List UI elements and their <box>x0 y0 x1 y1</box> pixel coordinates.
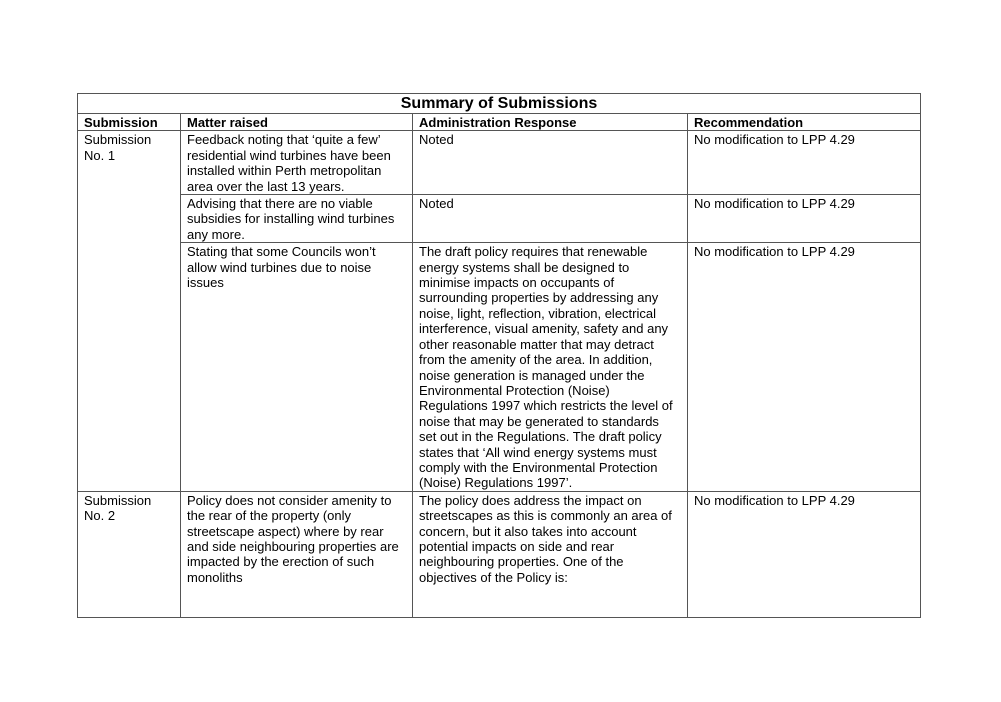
submission-text: Submission No. 1 <box>84 132 152 163</box>
submission-cell <box>78 131 181 491</box>
response-text: The policy does address the impact on streetscapes as this is commonly an area of concern, but it also takes into account potential impacts on side and rear neighbouring properties. One of the objectives of the Policy is: <box>419 492 672 585</box>
recommendation-text: No modification to LPP 4.29 <box>694 244 855 260</box>
table-row <box>78 491 921 617</box>
table-row <box>78 131 921 195</box>
submission-text: Submission No. 2 <box>84 492 152 524</box>
matter-cell <box>181 131 413 195</box>
matter-text: Advising that there are no viable subsidies for installing wind turbines any more. <box>187 196 395 242</box>
response-cell <box>413 195 688 243</box>
matter-cell <box>181 195 413 243</box>
matter-cell <box>181 243 413 492</box>
matter-text: Stating that some Councils won’t allow wind turbines due to noise issues <box>187 244 376 291</box>
recommendation-cell <box>688 195 921 243</box>
response-text: Noted <box>419 132 454 148</box>
header-administration-response: Administration Response <box>413 114 688 131</box>
response-cell <box>413 131 688 195</box>
summary-table <box>77 93 921 618</box>
response-text: Noted <box>419 196 454 212</box>
table-row <box>78 195 921 243</box>
recommendation-text: No modification to LPP 4.29 <box>694 492 855 508</box>
recommendation-text: No modification to LPP 4.29 <box>694 196 855 212</box>
table-row <box>78 243 921 492</box>
header-matter-raised: Matter raised <box>181 114 413 131</box>
submission-cell <box>78 491 181 617</box>
matter-text: Policy does not consider amenity to the rear of the property (only streetscape aspect) where by rear and side neighbouring properties are impacted by the erection of such monoliths <box>187 492 399 585</box>
response-cell <box>413 491 688 617</box>
matter-text: Feedback noting that ‘quite a few’ residential wind turbines have been installed within Perth metropolitan area over the last 13 years. <box>187 132 391 194</box>
matter-cell <box>181 491 413 617</box>
header-submission: Submission <box>78 114 181 131</box>
recommendation-cell <box>688 243 921 492</box>
header-row <box>78 114 921 131</box>
table-title: Summary of Submissions <box>400 95 598 112</box>
recommendation-cell <box>688 491 921 617</box>
response-text: The draft policy requires that renewable energy systems shall be designed to minimise impacts on occupants of surrounding properties by addressing any noise, light, reflection, vibration, electrical interference, visual amenity, safety and any other reasonable matter that may detract from the amenity of the area. In addition, noise generation is managed under the Environmental Protection (Noise) Regulations 1997 which restricts the level of noise that may be generated to standards set out in the Regulations. The draft policy states that ‘All wind energy systems must comply with the Environmental Protection (Noise) Regulations 1997’. <box>419 244 673 491</box>
table-title-cell <box>78 94 921 114</box>
recommendation-cell <box>688 131 921 195</box>
response-cell <box>413 243 688 492</box>
header-recommendation: Recommendation <box>688 114 921 131</box>
recommendation-text: No modification to LPP 4.29 <box>694 132 855 148</box>
title-row <box>78 94 921 114</box>
